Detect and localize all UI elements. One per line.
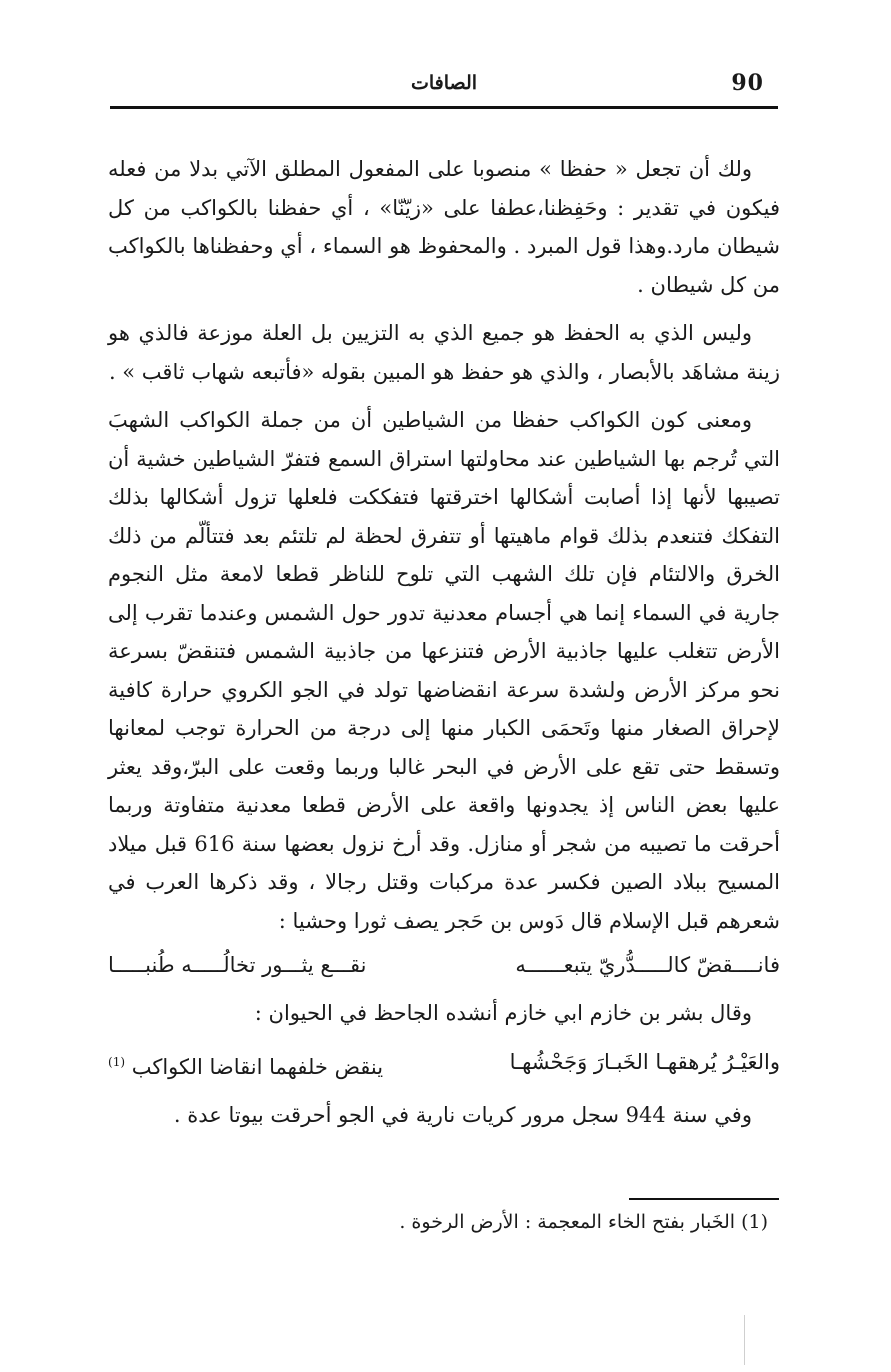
closing-paragraph: وفي سنة 944 سجل مرور كريات نارية في الجو أحرقت بيوتا عدة . (173, 1102, 752, 1127)
margin-mark (744, 1315, 745, 1365)
footnote-rule (629, 1198, 779, 1200)
paragraph-1: ولك أن تجعل « حفظا » منصوبا على المفعول المطلق الآتي بدلا من فعله فيكون في تقدير : وحَفِظنا،عطفا على «زيّنّا» ، أي حفظنا بالكواكب من كل شيطان مارد.وهذا قول المبرد . والمحفوظ هو السماء ، أي وحفظناها بالكواكب من كل شيطان . (108, 157, 780, 297)
poem-1-first-hemistich: فانــــقضّ كالـــــدُّريّ يتبعــــــه (515, 953, 780, 977)
poem-2-second-text: ينقض خلفهما انقاضا الكواكب (131, 1054, 384, 1079)
footnote-reference: (1) (108, 1054, 126, 1069)
page-header (110, 66, 778, 106)
poem-2-second-hemistich (108, 1043, 383, 1086)
paragraph-2: وليس الذي به الحفظ هو جميع الذي به التزيين بل العلة موزعة فالذي هو زينة مشاهَد بالأبصار ، والذي هو حفظ هو المبين بقوله «فأتبعه شهاب ثاقب » . (108, 321, 780, 384)
footnote: (1) الخَبار بفتح الخاء المعجمة : الأرض الرخوة . (399, 1211, 768, 1233)
page-number: 90 (731, 70, 764, 96)
main-text (108, 150, 780, 1144)
poem-2-intro: وقال بشر بن خازم ابي خازم أنشده الجاحظ في الحيوان : (254, 1001, 752, 1025)
poem-verse-1 (108, 946, 780, 984)
paragraph-3: ومعنى كون الكواكب حفظا من الشياطين أن من جملة الكواكب الشهبَ التي تُرجم بها الشياطين عند محاولتها استراق السمع فتفرّ الشياطين خشية أن تصيبها لأنها إذا أصابت أشكالها اخترقتها فتفككت فلعلها تزول أشكالها بذلك التفكك فتنعدم بذلك قوام ماهيتها أو تتفرق لحظة لم تلتئم بعد فتتألّم من ذلك الخرق والالتئام فإن تلك الشهب التي تلوح للناظر قطعا لامعة مثل النجوم جارية في السماء إنما هي أجسام معدنية تدور حول الشمس وعندما تقرب إلى الأرض تتغلب عليها جاذبية الأرض فتنزعها من جاذبية الشمس فتنقضّ بسرعة نحو مركز الأرض ولشدة سرعة انقضاضها تولد في الجو الكروي حرارة كافية لإحراق الصغار منها وتَحمَى الكبار منها إلى درجة من الحرارة توجب لمعانها وتسقط حتى تقع على الأرض في البحر غالبا وربما وقعت على البرّ،وقد يعثر عليها بعض الناس إذ يجدونها واقعة على الأرض قطعا معدنية متفاوتة وربما أحرقت ما تصيبه من شجر أو منازل. وقد أرخ نزول بعضها سنة 616 قبل ميلاد المسيح ببلاد الصين فكسر عدة مركبات وقتل رجالا ، وقد ذكرها العرب في شعرهم قبل الإسلام قال دَوس بن حَجر يصف ثورا وحشيا : (108, 408, 780, 933)
poem-verse-2 (108, 1043, 780, 1086)
header-rule (110, 106, 778, 109)
running-title: الصافات (410, 72, 478, 94)
poem-1-second-hemistich: نقـــع يثـــور تخالُـــــه طُنبـــــا (108, 953, 367, 977)
poem-2-first-hemistich: والعَيْـرُ يُرهقهـا الخَبـارَ وَجَحْشُهـا (509, 1049, 780, 1074)
